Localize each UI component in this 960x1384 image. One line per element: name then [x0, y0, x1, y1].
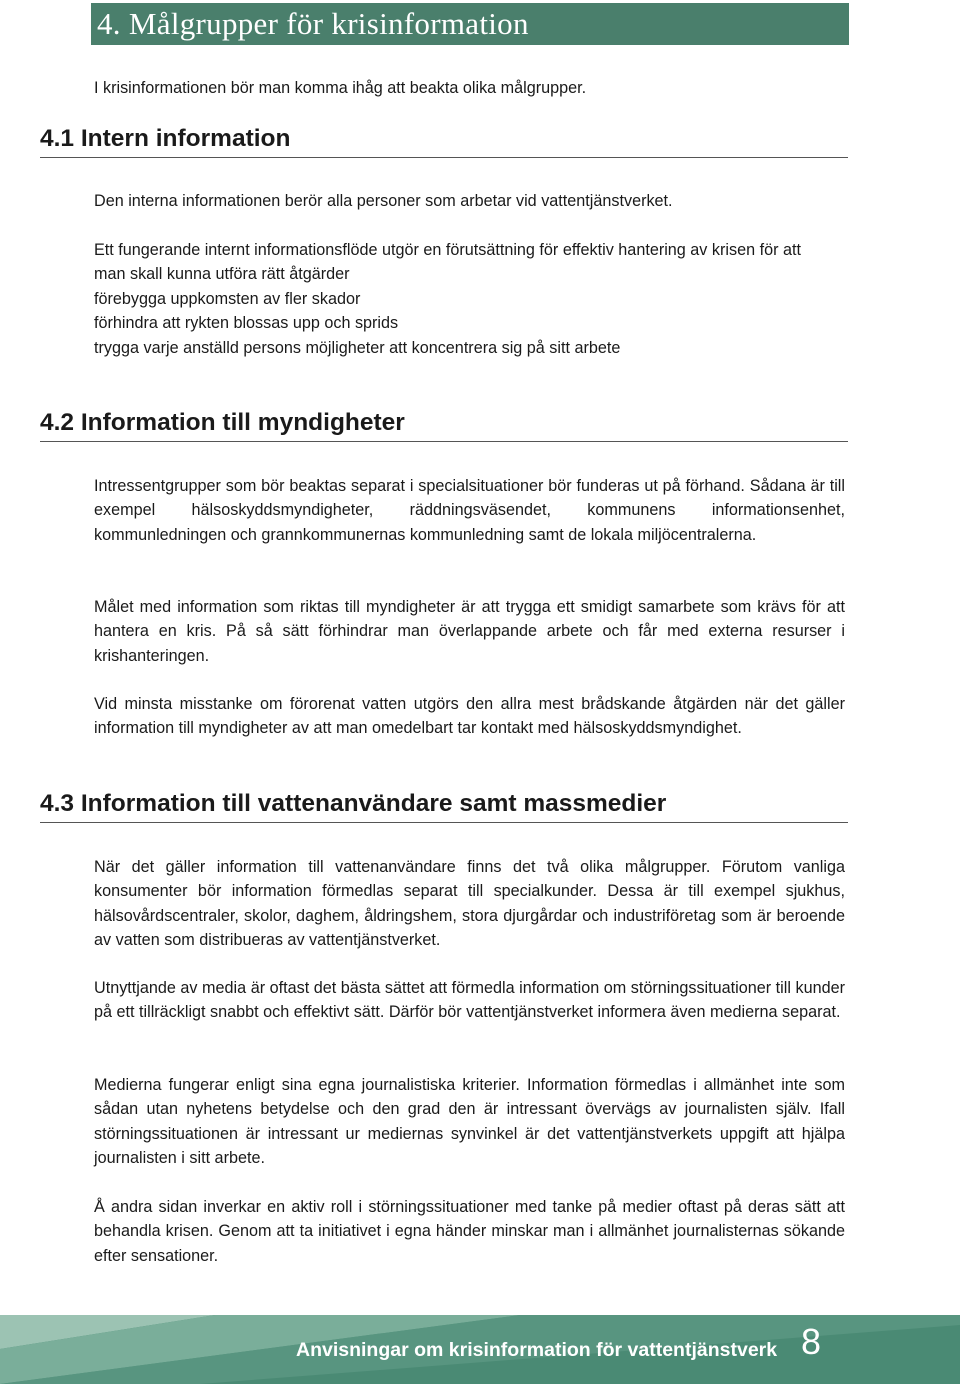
section-4-2-paragraph-1: Intressentgrupper som bör beaktas separat i specialsituationer bör funderas ut på förhand. Sådana är till exempel hälsoskyddsmyndigheter, räddningsväsendet, kommunens informationsenhet, kommunledningen och grannkommunernas kommunledning samt de lokala miljöcentralerna. [94, 477, 845, 544]
list-item: trygga varje anställd persons möjligheter att koncentrera sig på sitt arbete [94, 338, 621, 357]
section-4-2-paragraph-2: Målet med information som riktas till myndigheter är att trygga ett smidigt samarbete som krävs för att hantera en kris. På så sätt förhindrar man överlappande arbete och får med externa resurser i krishanteringen. [94, 598, 845, 665]
page-footer [0, 1315, 960, 1384]
section-heading-4-1: 4.1 Intern information [40, 124, 848, 158]
section-4-3-paragraph-2: Utnyttjande av media är oftast det bästa sättet att förmedla information om störningssituationer till kunder på ett tillräckligt snabbt och effektivt sätt. Därför bör vattentjänstverket informera även medierna separat. [94, 979, 845, 1022]
section-4-3-paragraph-1: När det gäller information till vattenanvändare finns det två olika målgrupper. Förutom vanliga konsumenter bör information förmedlas separat till specialkunder. Dessa är till exempel sjukhus, hälsovårdscentraler, skolor, daghem, åldringshem, stora djurgårdar och industriföretag som är beroende av vatten som distribueras av vattentjänstverket. [94, 858, 845, 950]
chapter-title-banner: 4. Målgrupper för krisinformation [91, 3, 849, 45]
section-4-1-paragraph-2 [94, 238, 845, 360]
section-heading-4-2: 4.2 Information till myndigheter [40, 408, 848, 442]
section-heading-4-3: 4.3 Information till vattenanvändare samt massmedier [40, 789, 848, 823]
page-number: 8 [801, 1321, 822, 1362]
intro-paragraph: I krisinformationen bör man komma ihåg att beakta olika målgrupper. [94, 79, 587, 97]
list-item: man skall kunna utföra rätt åtgärder [94, 265, 350, 284]
list-item: förebygga uppkomsten av fler skador [94, 289, 361, 308]
section-4-1-lead-text: Ett fungerande internt informationsflöde utgör en förutsättning för effektiv hantering av krisen för att [94, 241, 801, 259]
section-4-1-paragraph-1: Den interna informationen berör alla personer som arbetar vid vattentjänstverket. [94, 192, 673, 210]
section-4-2-paragraph-3: Vid minsta misstanke om förorenat vatten utgörs den allra mest brådskande åtgärden när det gäller information till myndigheter av att man omedelbart tar kontakt med hälsoskyddsmyndighet. [94, 695, 845, 738]
footer-document-title: Anvisningar om krisinformation för vattentjänstverk [296, 1339, 778, 1361]
section-4-3-paragraph-3: Medierna fungerar enligt sina egna journalistiska kriterier. Information förmedlas i allmänhet inte som sådan utan nyhetens betydelse och den grad den är intressant övervägs av journalisten själv. Ifall störningssituationen är intressant ur mediernas synvinkel är det vattentjänstverkets uppgift att hjälpa journalisten i sitt arbete. [94, 1076, 845, 1168]
list-item: förhindra att rykten blossas upp och sprids [94, 314, 399, 333]
section-4-3-paragraph-4: Å andra sidan inverkar en aktiv roll i störningssituationer med tanke på medier oftast på deras sätt att behandla krisen. Genom att ta initiativet i egna händer minskar man i allmänhet journalisternas sökande efter sensationer. [94, 1198, 845, 1265]
